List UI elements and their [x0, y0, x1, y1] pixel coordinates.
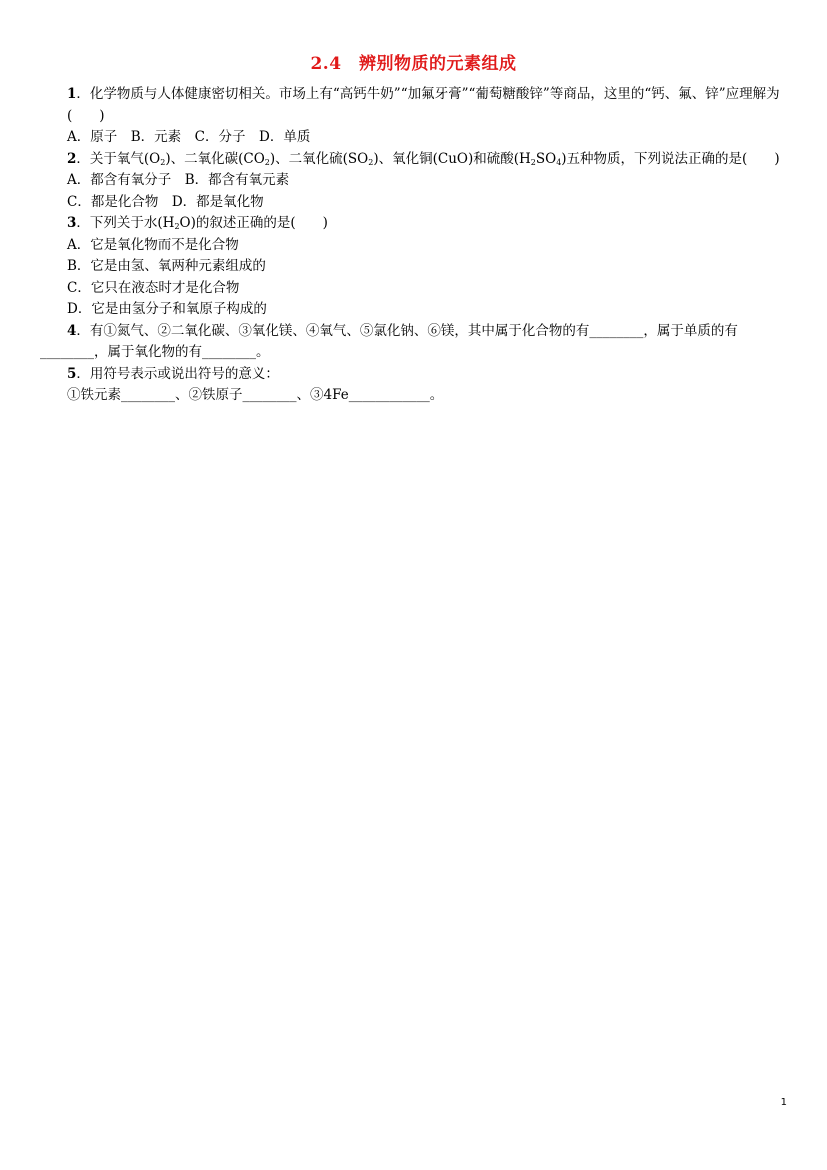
- question-4-text-1: ．有①氮气、②二氧化碳、③氧化镁、④氧气、⑤氯化钠、⑥镁，其中属于化合物的有________，属于单质的有: [76, 322, 738, 339]
- question-3-option-d: D．它是由氢分子和氧原子构成的: [67, 301, 267, 317]
- subscript: 2: [530, 157, 536, 167]
- subscript: 2: [174, 222, 180, 231]
- subscript: 2: [160, 157, 166, 167]
- question-3-option-b: B．它是由氢、氧两种元素组成的: [67, 258, 266, 274]
- question-1: [40, 84, 792, 127]
- question-2-options-ab: A．都含有氧分子 B．都含有氧元素: [67, 172, 290, 188]
- question-3-number: 3: [67, 215, 77, 231]
- question-5: [40, 364, 792, 386]
- question-2-text-5: SO: [535, 150, 557, 167]
- subscript: 2: [264, 157, 270, 167]
- question-2: [40, 149, 792, 171]
- question-5-text: ．用符号表示或说出符号的意义：: [76, 365, 279, 382]
- question-2-text-3: )、二氧化硫(SO: [269, 150, 369, 167]
- question-3-text-1: ．下列关于水(H: [76, 215, 175, 231]
- question-1-options: A．原子 B．元素 C．分子 D．单质: [67, 129, 311, 145]
- question-2-text-2: )、二氧化碳(CO: [165, 150, 265, 167]
- subscript: 4: [556, 157, 562, 167]
- question-4-number: 4: [67, 322, 77, 339]
- question-1-text: ．化学物质与人体健康密切相关。市场上有“高钙牛奶”“加氟牙膏”“葡萄糖酸锌”等商品，这里的“钙、氟、锌”应理解为( ): [67, 86, 780, 124]
- question-2-text-6: )五种物质，下列说法正确的是( ): [561, 150, 780, 167]
- question-3-option-a: A．它是氧化物而不是化合物: [67, 236, 239, 253]
- question-3: [40, 213, 792, 235]
- question-2-text-1: ．关于氧气(O: [76, 150, 161, 167]
- question-5-items: ①铁元素________、②铁原子________、③4Fe____________。: [67, 387, 444, 403]
- question-list: [40, 84, 792, 407]
- question-2-options-cd: C．都是化合物 D．都是氧化物: [67, 193, 264, 210]
- page-title: 2.4 辨别物质的元素组成: [310, 54, 517, 74]
- question-3-text-2: O)的叙述正确的是( ): [179, 215, 328, 231]
- question-4: [40, 321, 792, 343]
- subscript: 2: [368, 157, 374, 167]
- question-5-number: 5: [67, 365, 77, 382]
- question-1-number: 1: [67, 86, 77, 102]
- question-4-continuation: ________，属于氧化物的有________。: [40, 344, 270, 360]
- question-3-option-c: C．它只在液态时才是化合物: [67, 279, 240, 296]
- page-number: 1: [780, 1097, 787, 1108]
- question-2-text-4: )、氧化铜(CuO)和硫酸(H: [373, 150, 531, 167]
- question-2-number: 2: [67, 150, 77, 167]
